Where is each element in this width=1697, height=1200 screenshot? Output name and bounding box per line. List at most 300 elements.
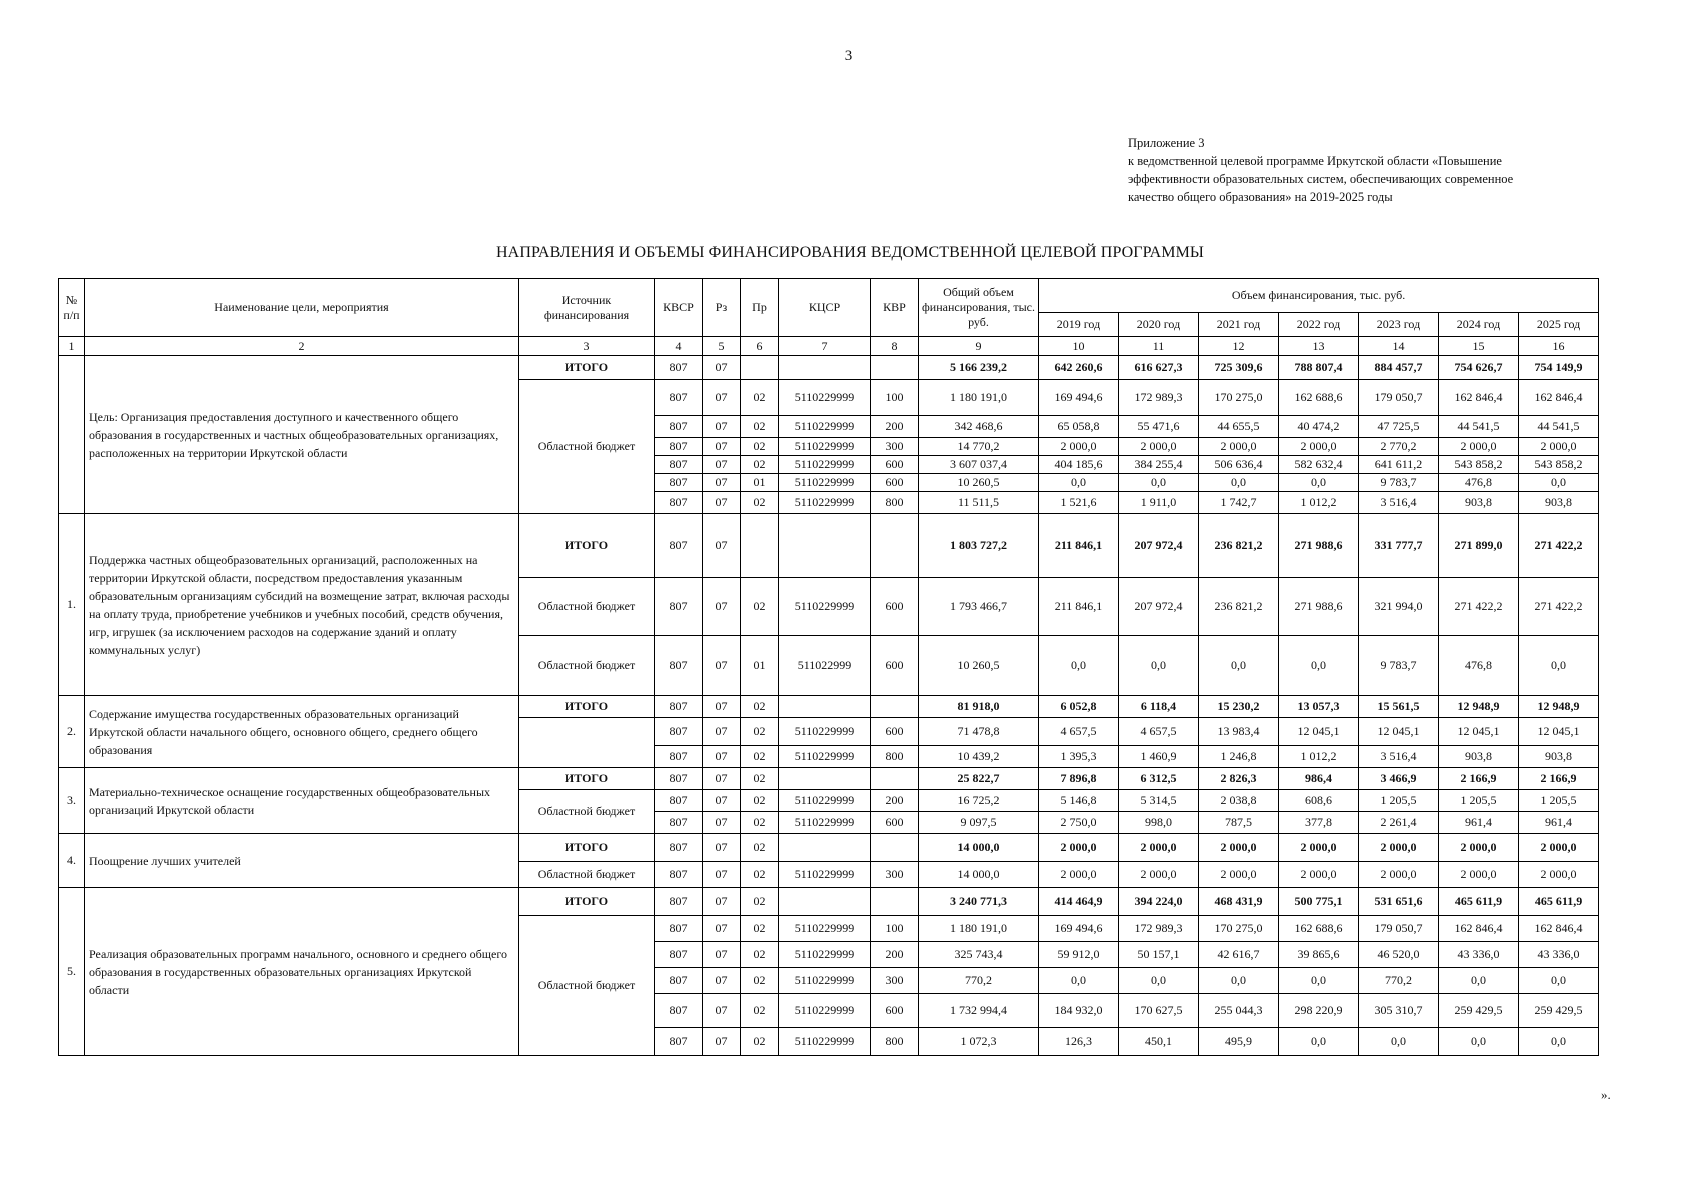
rz-cell: 07 bbox=[703, 834, 741, 862]
year-amount: 305 310,7 bbox=[1359, 994, 1439, 1028]
year-amount: 9 783,7 bbox=[1359, 474, 1439, 492]
year-amount: 582 632,4 bbox=[1279, 456, 1359, 474]
year-amount: 1 742,7 bbox=[1199, 492, 1279, 514]
kcsr-cell: 5110229999 bbox=[779, 416, 871, 438]
kvr-cell: 600 bbox=[871, 718, 919, 746]
column-number: 5 bbox=[703, 337, 741, 356]
year-amount: 2 000,0 bbox=[1199, 834, 1279, 862]
header-kcsr: КЦСР bbox=[779, 279, 871, 337]
header-year: 2021 год bbox=[1199, 313, 1279, 337]
pr-cell: 02 bbox=[741, 578, 779, 636]
year-amount: 2 000,0 bbox=[1279, 834, 1359, 862]
total-amount: 14 000,0 bbox=[919, 834, 1039, 862]
year-amount: 3 466,9 bbox=[1359, 768, 1439, 790]
year-amount: 2 000,0 bbox=[1039, 438, 1119, 456]
year-amount: 65 058,8 bbox=[1039, 416, 1119, 438]
header-year: 2022 год bbox=[1279, 313, 1359, 337]
year-amount: 2 000,0 bbox=[1279, 862, 1359, 888]
year-amount: 500 775,1 bbox=[1279, 888, 1359, 916]
pr-cell: 02 bbox=[741, 968, 779, 994]
kcsr-cell bbox=[779, 888, 871, 916]
year-amount: 126,3 bbox=[1039, 1028, 1119, 1056]
kcsr-cell: 5110229999 bbox=[779, 916, 871, 942]
activity-name: Поддержка частных общеобразовательных организаций, расположенных на территории Иркутской области, посредством предоставления указанным образовательным организациям субсидий на возмещение затрат, включая расходы на оплату труда, приобретение учебников и учебных пособий, средств обучения, игр, игрушек (за исключением расходов на содержание зданий и оплату коммунальных услуг) bbox=[85, 514, 519, 696]
year-amount: 207 972,4 bbox=[1119, 514, 1199, 578]
year-amount: 2 000,0 bbox=[1199, 862, 1279, 888]
kcsr-cell: 5110229999 bbox=[779, 578, 871, 636]
year-amount: 961,4 bbox=[1519, 812, 1599, 834]
year-amount: 642 260,6 bbox=[1039, 356, 1119, 380]
total-amount: 3 607 037,4 bbox=[919, 456, 1039, 474]
kvr-cell: 100 bbox=[871, 380, 919, 416]
total-amount: 1 732 994,4 bbox=[919, 994, 1039, 1028]
year-amount: 531 651,6 bbox=[1359, 888, 1439, 916]
table-row-total bbox=[59, 696, 1599, 718]
kvr-cell bbox=[871, 514, 919, 578]
pr-cell bbox=[741, 514, 779, 578]
year-amount: 259 429,5 bbox=[1439, 994, 1519, 1028]
pr-cell: 01 bbox=[741, 636, 779, 696]
year-amount: 495,9 bbox=[1199, 1028, 1279, 1056]
total-amount: 25 822,7 bbox=[919, 768, 1039, 790]
year-amount: 55 471,6 bbox=[1119, 416, 1199, 438]
year-amount: 1 012,2 bbox=[1279, 746, 1359, 768]
year-amount: 2 000,0 bbox=[1439, 862, 1519, 888]
year-amount: 608,6 bbox=[1279, 790, 1359, 812]
rz-cell: 07 bbox=[703, 356, 741, 380]
year-amount: 2 261,4 bbox=[1359, 812, 1439, 834]
year-amount: 476,8 bbox=[1439, 474, 1519, 492]
year-amount: 271 899,0 bbox=[1439, 514, 1519, 578]
activity-name: Поощрение лучших учителей bbox=[85, 834, 519, 888]
total-amount: 1 803 727,2 bbox=[919, 514, 1039, 578]
pr-cell: 02 bbox=[741, 456, 779, 474]
header-kvr: КВР bbox=[871, 279, 919, 337]
activity-name: Цель: Организация предоставления доступного и качественного общего образования в государственных и частных общеобразовательных организациях, расположенных на территории Иркутской области bbox=[85, 356, 519, 514]
financing-table bbox=[58, 278, 1599, 1056]
row-number bbox=[59, 356, 85, 514]
year-amount: 0,0 bbox=[1359, 1028, 1439, 1056]
year-amount: 172 989,3 bbox=[1119, 380, 1199, 416]
kvr-cell: 600 bbox=[871, 456, 919, 474]
year-amount: 2 000,0 bbox=[1439, 438, 1519, 456]
kvr-cell bbox=[871, 888, 919, 916]
rz-cell: 07 bbox=[703, 492, 741, 514]
total-amount: 1 793 466,7 bbox=[919, 578, 1039, 636]
itogo-label: ИТОГО bbox=[519, 514, 655, 578]
rz-cell: 07 bbox=[703, 456, 741, 474]
activity-name: Материально-техническое оснащение государственных общеобразовательных организаций Иркутской области bbox=[85, 768, 519, 834]
year-amount: 271 422,2 bbox=[1519, 514, 1599, 578]
funding-source: Областной бюджет bbox=[519, 862, 655, 888]
year-amount: 0,0 bbox=[1519, 968, 1599, 994]
column-number: 16 bbox=[1519, 337, 1599, 356]
year-amount: 0,0 bbox=[1439, 1028, 1519, 1056]
kvr-cell: 300 bbox=[871, 862, 919, 888]
year-amount: 394 224,0 bbox=[1119, 888, 1199, 916]
rz-cell: 07 bbox=[703, 968, 741, 994]
header-year: 2023 год bbox=[1359, 313, 1439, 337]
kcsr-cell: 511022999 bbox=[779, 636, 871, 696]
year-amount: 2 000,0 bbox=[1039, 834, 1119, 862]
table-row-total bbox=[59, 768, 1599, 790]
year-amount: 2 000,0 bbox=[1519, 438, 1599, 456]
pr-cell: 02 bbox=[741, 916, 779, 942]
year-amount: 788 807,4 bbox=[1279, 356, 1359, 380]
year-amount: 211 846,1 bbox=[1039, 578, 1119, 636]
itogo-label: ИТОГО bbox=[519, 696, 655, 718]
kvsr-cell: 807 bbox=[655, 942, 703, 968]
pr-cell: 02 bbox=[741, 994, 779, 1028]
pr-cell: 02 bbox=[741, 834, 779, 862]
total-amount: 10 260,5 bbox=[919, 474, 1039, 492]
column-number: 15 bbox=[1439, 337, 1519, 356]
kvsr-cell: 807 bbox=[655, 636, 703, 696]
appendix-line: качество общего образования» на 2019-2025 годы bbox=[1128, 190, 1393, 204]
year-amount: 44 541,5 bbox=[1439, 416, 1519, 438]
column-number: 1 bbox=[59, 337, 85, 356]
year-amount: 0,0 bbox=[1119, 636, 1199, 696]
kvr-cell: 600 bbox=[871, 578, 919, 636]
year-amount: 770,2 bbox=[1359, 968, 1439, 994]
header-pr: Пр bbox=[741, 279, 779, 337]
pr-cell: 02 bbox=[741, 888, 779, 916]
total-amount: 14 770,2 bbox=[919, 438, 1039, 456]
year-amount: 1 911,0 bbox=[1119, 492, 1199, 514]
table-row-total bbox=[59, 514, 1599, 578]
rz-cell: 07 bbox=[703, 790, 741, 812]
year-amount: 12 948,9 bbox=[1439, 696, 1519, 718]
year-amount: 44 655,5 bbox=[1199, 416, 1279, 438]
year-amount: 476,8 bbox=[1439, 636, 1519, 696]
row-number: 1. bbox=[59, 514, 85, 696]
pr-cell: 02 bbox=[741, 380, 779, 416]
rz-cell: 07 bbox=[703, 746, 741, 768]
pr-cell: 02 bbox=[741, 718, 779, 746]
kvsr-cell: 807 bbox=[655, 416, 703, 438]
pr-cell: 02 bbox=[741, 416, 779, 438]
total-amount: 325 743,4 bbox=[919, 942, 1039, 968]
kcsr-cell: 5110229999 bbox=[779, 812, 871, 834]
year-amount: 0,0 bbox=[1519, 474, 1599, 492]
rz-cell: 07 bbox=[703, 438, 741, 456]
year-amount: 3 516,4 bbox=[1359, 492, 1439, 514]
kcsr-cell: 5110229999 bbox=[779, 492, 871, 514]
year-amount: 2 000,0 bbox=[1519, 834, 1599, 862]
year-amount: 2 000,0 bbox=[1519, 862, 1599, 888]
total-amount: 5 166 239,2 bbox=[919, 356, 1039, 380]
kcsr-cell: 5110229999 bbox=[779, 994, 871, 1028]
row-number: 3. bbox=[59, 768, 85, 834]
year-amount: 3 516,4 bbox=[1359, 746, 1439, 768]
kvsr-cell: 807 bbox=[655, 456, 703, 474]
year-amount: 725 309,6 bbox=[1199, 356, 1279, 380]
total-amount: 10 439,2 bbox=[919, 746, 1039, 768]
itogo-label: ИТОГО bbox=[519, 834, 655, 862]
year-amount: 236 821,2 bbox=[1199, 578, 1279, 636]
year-amount: 465 611,9 bbox=[1519, 888, 1599, 916]
kvr-cell bbox=[871, 768, 919, 790]
total-amount: 11 511,5 bbox=[919, 492, 1039, 514]
activity-name: Реализация образовательных программ начального, основного и среднего общего образования в государственных образовательных организациях Иркутской области bbox=[85, 888, 519, 1056]
kvr-cell bbox=[871, 834, 919, 862]
year-amount: 169 494,6 bbox=[1039, 916, 1119, 942]
rz-cell: 07 bbox=[703, 636, 741, 696]
header-kvsr: КВСР bbox=[655, 279, 703, 337]
year-amount: 59 912,0 bbox=[1039, 942, 1119, 968]
year-amount: 6 118,4 bbox=[1119, 696, 1199, 718]
year-amount: 2 000,0 bbox=[1119, 438, 1199, 456]
year-amount: 0,0 bbox=[1199, 968, 1279, 994]
total-amount: 3 240 771,3 bbox=[919, 888, 1039, 916]
rz-cell: 07 bbox=[703, 718, 741, 746]
funding-source: Областной бюджет bbox=[519, 916, 655, 1056]
header-source: Источник финансирования bbox=[519, 279, 655, 337]
kcsr-cell: 5110229999 bbox=[779, 790, 871, 812]
year-amount: 450,1 bbox=[1119, 1028, 1199, 1056]
closing-mark: ». bbox=[1601, 1087, 1611, 1102]
document-title: НАПРАВЛЕНИЯ И ОБЪЕМЫ ФИНАНСИРОВАНИЯ ВЕДОМСТВЕННОЙ ЦЕЛЕВОЙ ПРОГРАММЫ bbox=[496, 244, 1204, 261]
pr-cell bbox=[741, 356, 779, 380]
year-amount: 271 422,2 bbox=[1519, 578, 1599, 636]
year-amount: 15 561,5 bbox=[1359, 696, 1439, 718]
kcsr-cell: 5110229999 bbox=[779, 942, 871, 968]
kcsr-cell bbox=[779, 696, 871, 718]
year-amount: 543 858,2 bbox=[1439, 456, 1519, 474]
column-number: 2 bbox=[85, 337, 519, 356]
year-amount: 0,0 bbox=[1279, 474, 1359, 492]
year-amount: 377,8 bbox=[1279, 812, 1359, 834]
year-amount: 12 045,1 bbox=[1359, 718, 1439, 746]
year-amount: 0,0 bbox=[1119, 968, 1199, 994]
year-amount: 0,0 bbox=[1039, 474, 1119, 492]
year-amount: 903,8 bbox=[1439, 746, 1519, 768]
funding-source: Областной бюджет bbox=[519, 380, 655, 514]
header-year: 2025 год bbox=[1519, 313, 1599, 337]
year-amount: 15 230,2 bbox=[1199, 696, 1279, 718]
kcsr-cell: 5110229999 bbox=[779, 746, 871, 768]
year-amount: 0,0 bbox=[1439, 968, 1519, 994]
year-amount: 43 336,0 bbox=[1439, 942, 1519, 968]
kvsr-cell: 807 bbox=[655, 718, 703, 746]
kvr-cell bbox=[871, 696, 919, 718]
kvr-cell: 200 bbox=[871, 942, 919, 968]
pr-cell: 02 bbox=[741, 812, 779, 834]
year-amount: 259 429,5 bbox=[1519, 994, 1599, 1028]
year-amount: 1 205,5 bbox=[1519, 790, 1599, 812]
year-amount: 12 045,1 bbox=[1519, 718, 1599, 746]
year-amount: 298 220,9 bbox=[1279, 994, 1359, 1028]
year-amount: 236 821,2 bbox=[1199, 514, 1279, 578]
column-number: 3 bbox=[519, 337, 655, 356]
kvsr-cell: 807 bbox=[655, 888, 703, 916]
total-amount: 16 725,2 bbox=[919, 790, 1039, 812]
kvsr-cell: 807 bbox=[655, 834, 703, 862]
year-amount: 903,8 bbox=[1519, 492, 1599, 514]
kvr-cell: 300 bbox=[871, 968, 919, 994]
year-amount: 0,0 bbox=[1279, 1028, 1359, 1056]
rz-cell: 07 bbox=[703, 768, 741, 790]
row-number: 2. bbox=[59, 696, 85, 768]
kvr-cell: 800 bbox=[871, 492, 919, 514]
year-amount: 271 988,6 bbox=[1279, 514, 1359, 578]
year-amount: 162 846,4 bbox=[1439, 380, 1519, 416]
header-year: 2024 год bbox=[1439, 313, 1519, 337]
total-amount: 1 180 191,0 bbox=[919, 380, 1039, 416]
rz-cell: 07 bbox=[703, 474, 741, 492]
column-number: 7 bbox=[779, 337, 871, 356]
year-amount: 506 636,4 bbox=[1199, 456, 1279, 474]
itogo-label: ИТОГО bbox=[519, 768, 655, 790]
row-number: 4. bbox=[59, 834, 85, 888]
kvr-cell: 800 bbox=[871, 1028, 919, 1056]
year-amount: 1 205,5 bbox=[1359, 790, 1439, 812]
kvsr-cell: 807 bbox=[655, 768, 703, 790]
rz-cell: 07 bbox=[703, 888, 741, 916]
itogo-label: ИТОГО bbox=[519, 888, 655, 916]
total-amount: 14 000,0 bbox=[919, 862, 1039, 888]
kvsr-cell: 807 bbox=[655, 696, 703, 718]
year-amount: 12 045,1 bbox=[1279, 718, 1359, 746]
year-amount: 1 246,8 bbox=[1199, 746, 1279, 768]
column-number: 4 bbox=[655, 337, 703, 356]
kvr-cell: 600 bbox=[871, 812, 919, 834]
year-amount: 7 896,8 bbox=[1039, 768, 1119, 790]
year-amount: 2 750,0 bbox=[1039, 812, 1119, 834]
year-amount: 162 688,6 bbox=[1279, 916, 1359, 942]
year-amount: 5 314,5 bbox=[1119, 790, 1199, 812]
appendix-line: Приложение 3 bbox=[1128, 136, 1205, 150]
activity-name: Содержание имущества государственных образовательных организаций Иркутской области начального общего, основного общего, среднего общего образования bbox=[85, 696, 519, 768]
funding-source: Областной бюджет bbox=[519, 790, 655, 834]
rz-cell: 07 bbox=[703, 916, 741, 942]
year-amount: 6 312,5 bbox=[1119, 768, 1199, 790]
year-amount: 2 000,0 bbox=[1359, 834, 1439, 862]
pr-cell: 02 bbox=[741, 746, 779, 768]
year-amount: 4 657,5 bbox=[1119, 718, 1199, 746]
kvsr-cell: 807 bbox=[655, 916, 703, 942]
financing-table-body bbox=[59, 337, 1599, 1056]
kvr-cell: 800 bbox=[871, 746, 919, 768]
year-amount: 0,0 bbox=[1519, 1028, 1599, 1056]
year-amount: 998,0 bbox=[1119, 812, 1199, 834]
year-amount: 1 395,3 bbox=[1039, 746, 1119, 768]
year-amount: 211 846,1 bbox=[1039, 514, 1119, 578]
kcsr-cell bbox=[779, 514, 871, 578]
kcsr-cell: 5110229999 bbox=[779, 380, 871, 416]
year-amount: 13 057,3 bbox=[1279, 696, 1359, 718]
year-amount: 465 611,9 bbox=[1439, 888, 1519, 916]
year-amount: 2 000,0 bbox=[1119, 834, 1199, 862]
funding-source bbox=[519, 718, 655, 768]
kvsr-cell: 807 bbox=[655, 790, 703, 812]
column-number-row bbox=[59, 337, 1599, 356]
total-amount: 10 260,5 bbox=[919, 636, 1039, 696]
kcsr-cell: 5110229999 bbox=[779, 862, 871, 888]
kvsr-cell: 807 bbox=[655, 514, 703, 578]
kcsr-cell bbox=[779, 356, 871, 380]
kvsr-cell: 807 bbox=[655, 474, 703, 492]
total-amount: 9 097,5 bbox=[919, 812, 1039, 834]
kvsr-cell: 807 bbox=[655, 380, 703, 416]
column-number: 13 bbox=[1279, 337, 1359, 356]
year-amount: 5 146,8 bbox=[1039, 790, 1119, 812]
year-amount: 903,8 bbox=[1439, 492, 1519, 514]
pr-cell: 02 bbox=[741, 862, 779, 888]
kvr-cell: 200 bbox=[871, 416, 919, 438]
year-amount: 903,8 bbox=[1519, 746, 1599, 768]
kvsr-cell: 807 bbox=[655, 994, 703, 1028]
year-amount: 12 948,9 bbox=[1519, 696, 1599, 718]
year-amount: 1 205,5 bbox=[1439, 790, 1519, 812]
year-amount: 0,0 bbox=[1199, 474, 1279, 492]
kvsr-cell: 807 bbox=[655, 812, 703, 834]
pr-cell: 02 bbox=[741, 768, 779, 790]
year-amount: 6 052,8 bbox=[1039, 696, 1119, 718]
appendix-note bbox=[1128, 134, 1608, 206]
kvr-cell: 100 bbox=[871, 916, 919, 942]
pr-cell: 02 bbox=[741, 790, 779, 812]
year-amount: 0,0 bbox=[1279, 968, 1359, 994]
kvsr-cell: 807 bbox=[655, 578, 703, 636]
column-number: 9 bbox=[919, 337, 1039, 356]
year-amount: 0,0 bbox=[1039, 968, 1119, 994]
year-amount: 616 627,3 bbox=[1119, 356, 1199, 380]
year-amount: 414 464,9 bbox=[1039, 888, 1119, 916]
year-amount: 1 012,2 bbox=[1279, 492, 1359, 514]
rz-cell: 07 bbox=[703, 380, 741, 416]
total-amount: 1 072,3 bbox=[919, 1028, 1039, 1056]
kvsr-cell: 807 bbox=[655, 862, 703, 888]
year-amount: 2 038,8 bbox=[1199, 790, 1279, 812]
year-amount: 2 000,0 bbox=[1039, 862, 1119, 888]
rz-cell: 07 bbox=[703, 1028, 741, 1056]
year-amount: 0,0 bbox=[1039, 636, 1119, 696]
header-rz: Рз bbox=[703, 279, 741, 337]
year-amount: 754 626,7 bbox=[1439, 356, 1519, 380]
year-amount: 170 275,0 bbox=[1199, 916, 1279, 942]
row-number: 5. bbox=[59, 888, 85, 1056]
column-number: 10 bbox=[1039, 337, 1119, 356]
year-amount: 44 541,5 bbox=[1519, 416, 1599, 438]
kvr-cell: 600 bbox=[871, 994, 919, 1028]
year-amount: 184 932,0 bbox=[1039, 994, 1119, 1028]
year-amount: 2 000,0 bbox=[1279, 438, 1359, 456]
kvr-cell: 600 bbox=[871, 636, 919, 696]
kvsr-cell: 807 bbox=[655, 746, 703, 768]
year-amount: 384 255,4 bbox=[1119, 456, 1199, 474]
table-row-total bbox=[59, 834, 1599, 862]
rz-cell: 07 bbox=[703, 578, 741, 636]
year-amount: 40 474,2 bbox=[1279, 416, 1359, 438]
year-amount: 207 972,4 bbox=[1119, 578, 1199, 636]
year-amount: 321 994,0 bbox=[1359, 578, 1439, 636]
kvsr-cell: 807 bbox=[655, 1028, 703, 1056]
header-years-group: Объем финансирования, тыс. руб. bbox=[1039, 279, 1599, 313]
year-amount: 754 149,9 bbox=[1519, 356, 1599, 380]
itogo-label: ИТОГО bbox=[519, 356, 655, 380]
header-num: № п/п bbox=[59, 279, 85, 337]
year-amount: 170 627,5 bbox=[1119, 994, 1199, 1028]
pr-cell: 01 bbox=[741, 474, 779, 492]
year-amount: 884 457,7 bbox=[1359, 356, 1439, 380]
year-amount: 271 988,6 bbox=[1279, 578, 1359, 636]
year-amount: 2 166,9 bbox=[1439, 768, 1519, 790]
year-amount: 46 520,0 bbox=[1359, 942, 1439, 968]
total-amount: 1 180 191,0 bbox=[919, 916, 1039, 942]
kcsr-cell bbox=[779, 768, 871, 790]
page-number: 3 bbox=[844, 48, 853, 64]
